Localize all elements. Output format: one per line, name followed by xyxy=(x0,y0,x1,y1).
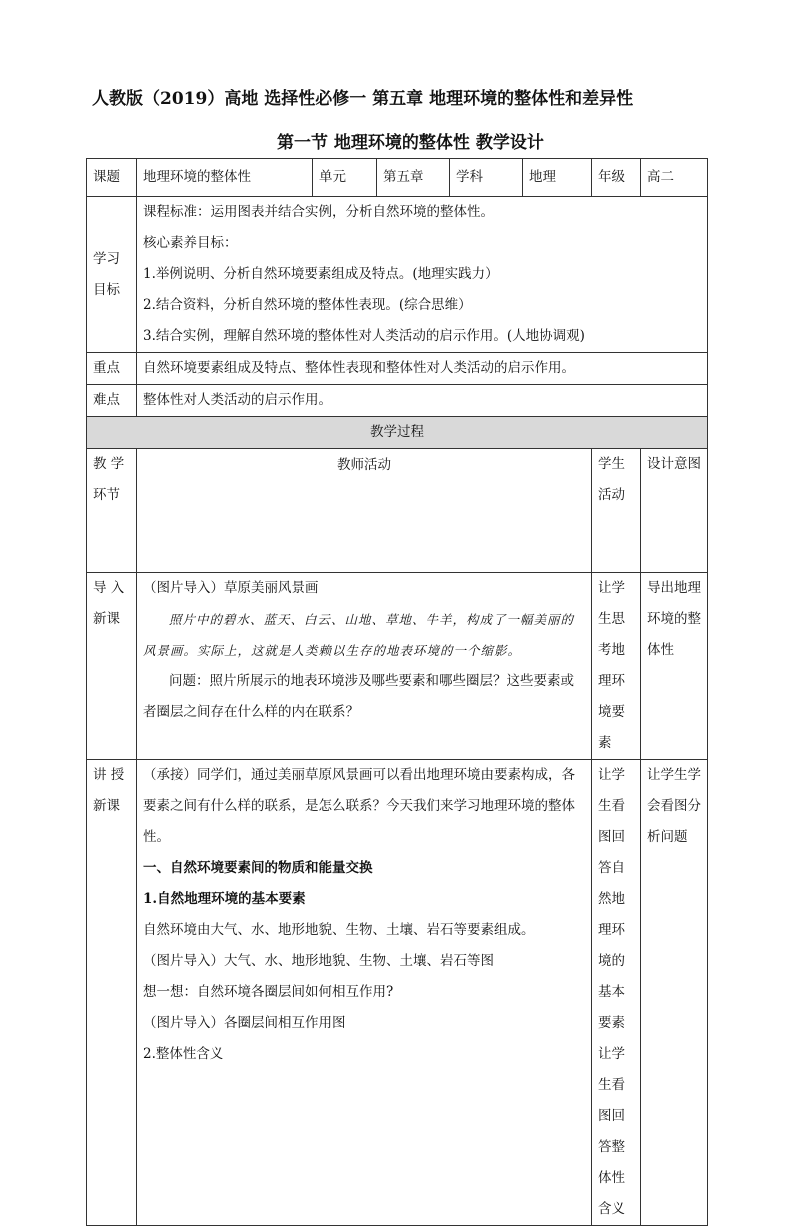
key-point-value: 自然环境要素组成及特点、整体性表现和整体性对人类活动的启示作用。 xyxy=(137,353,708,385)
intro-design: 导出地理环境的整体性 xyxy=(641,573,708,760)
intro-line: （图片导入）草原美丽风景画 xyxy=(143,580,319,596)
lecture-heading: 一、自然环境要素间的物质和能量交换 xyxy=(143,860,373,876)
difficult-point-value: 整体性对人类活动的启示作用。 xyxy=(137,385,708,417)
lecture-line: （承接）同学们，通过美丽草原风景画可以看出地理环境由要素构成，各要素之间有什么样的联系，是怎么联系？今天我们来学习地理环境的整体性。 xyxy=(143,767,575,845)
goals-line: 3.结合实例，理解自然环境的整体性对人类活动的启示作用。(人地协调观) xyxy=(143,328,585,344)
col-design-header: 设计意图 xyxy=(641,449,708,573)
goals-line: 2.结合资料，分析自然环境的整体性表现。(综合思维） xyxy=(143,297,472,313)
process-title-row xyxy=(87,417,708,449)
difficult-point-label: 难点 xyxy=(87,385,137,417)
key-point-row xyxy=(87,353,708,385)
lesson-plan-table xyxy=(86,158,708,1226)
unit-label: 单元 xyxy=(313,159,377,197)
lecture-teacher xyxy=(137,760,592,1226)
goals-label-line1: 学习 xyxy=(93,250,120,267)
document-subtitle: 第一节 地理环境的整体性 教学设计 xyxy=(277,133,544,153)
lecture-line: （图片导入）大气、水、地形地貌、生物、土壤、岩石等图 xyxy=(143,953,494,969)
goals-row xyxy=(87,197,708,353)
subject-label: 学科 xyxy=(450,159,523,197)
col-stage-header: 教 学 环节 xyxy=(87,449,137,573)
col-student-header: 学生活动 xyxy=(592,449,641,573)
lecture-subheading: 1.自然地理环境的基本要素 xyxy=(143,891,306,907)
intro-row xyxy=(87,573,708,760)
lecture-line: （图片导入）各圈层间相互作用图 xyxy=(143,1015,346,1031)
grade-label: 年级 xyxy=(592,159,641,197)
difficult-point-row xyxy=(87,385,708,417)
key-point-label: 重点 xyxy=(87,353,137,385)
lecture-line: 自然环境由大气、水、地形地貌、生物、土壤、岩石等要素组成。 xyxy=(143,922,535,938)
subject-value: 地理 xyxy=(523,159,592,197)
lecture-stage: 讲 授 新课 xyxy=(87,760,137,1226)
goals-line: 1.举例说明、分析自然环境要素组成及特点。(地理实践力） xyxy=(143,266,499,282)
document-title: 人教版（2019）高地 选择性必修一 第五章 地理环境的整体性和差异性 xyxy=(92,89,634,109)
lecture-student: 让学生看图回答自然地理环境的基本要素让学生看图回答整体性含义 xyxy=(592,760,641,1226)
lecture-line: 2.整体性含义 xyxy=(143,1046,224,1062)
intro-stage: 导 入 新课 xyxy=(87,573,137,760)
info-row xyxy=(87,159,708,197)
col-teacher-header: 教师活动 xyxy=(137,449,592,573)
unit-value: 第五章 xyxy=(377,159,450,197)
lecture-design: 让学生学会看图分析问题 xyxy=(641,760,708,1226)
grade-value: 高二 xyxy=(641,159,708,197)
topic-label: 课题 xyxy=(87,159,137,197)
lecture-line: 想一想：自然环境各圈层间如何相互作用? xyxy=(143,984,394,1000)
intro-line: 照片中的碧水、蓝天、白云、山地、草地、牛羊，构成了一幅美丽的风景画。实际上，这就是人类赖以生存的地表环境的一个缩影。 xyxy=(143,612,575,658)
goals-line: 课程标准：运用图表并结合实例，分析自然环境的整体性。 xyxy=(143,204,494,220)
topic-value: 地理环境的整体性 xyxy=(137,159,313,197)
goals-line: 核心素养目标： xyxy=(143,235,238,251)
lecture-row xyxy=(87,760,708,1226)
process-header-row xyxy=(87,449,708,573)
goals-content xyxy=(137,197,708,353)
goals-label xyxy=(87,197,137,353)
intro-line: 问题：照片所展示的地表环境涉及哪些要素和哪些圈层？这些要素或者圈层之间存在什么样的内在联系？ xyxy=(143,673,574,720)
goals-label-line2: 目标 xyxy=(93,281,120,298)
process-title: 教学过程 xyxy=(87,417,708,449)
intro-teacher xyxy=(137,573,592,760)
intro-student: 让学生思考地理环境要素 xyxy=(592,573,641,760)
